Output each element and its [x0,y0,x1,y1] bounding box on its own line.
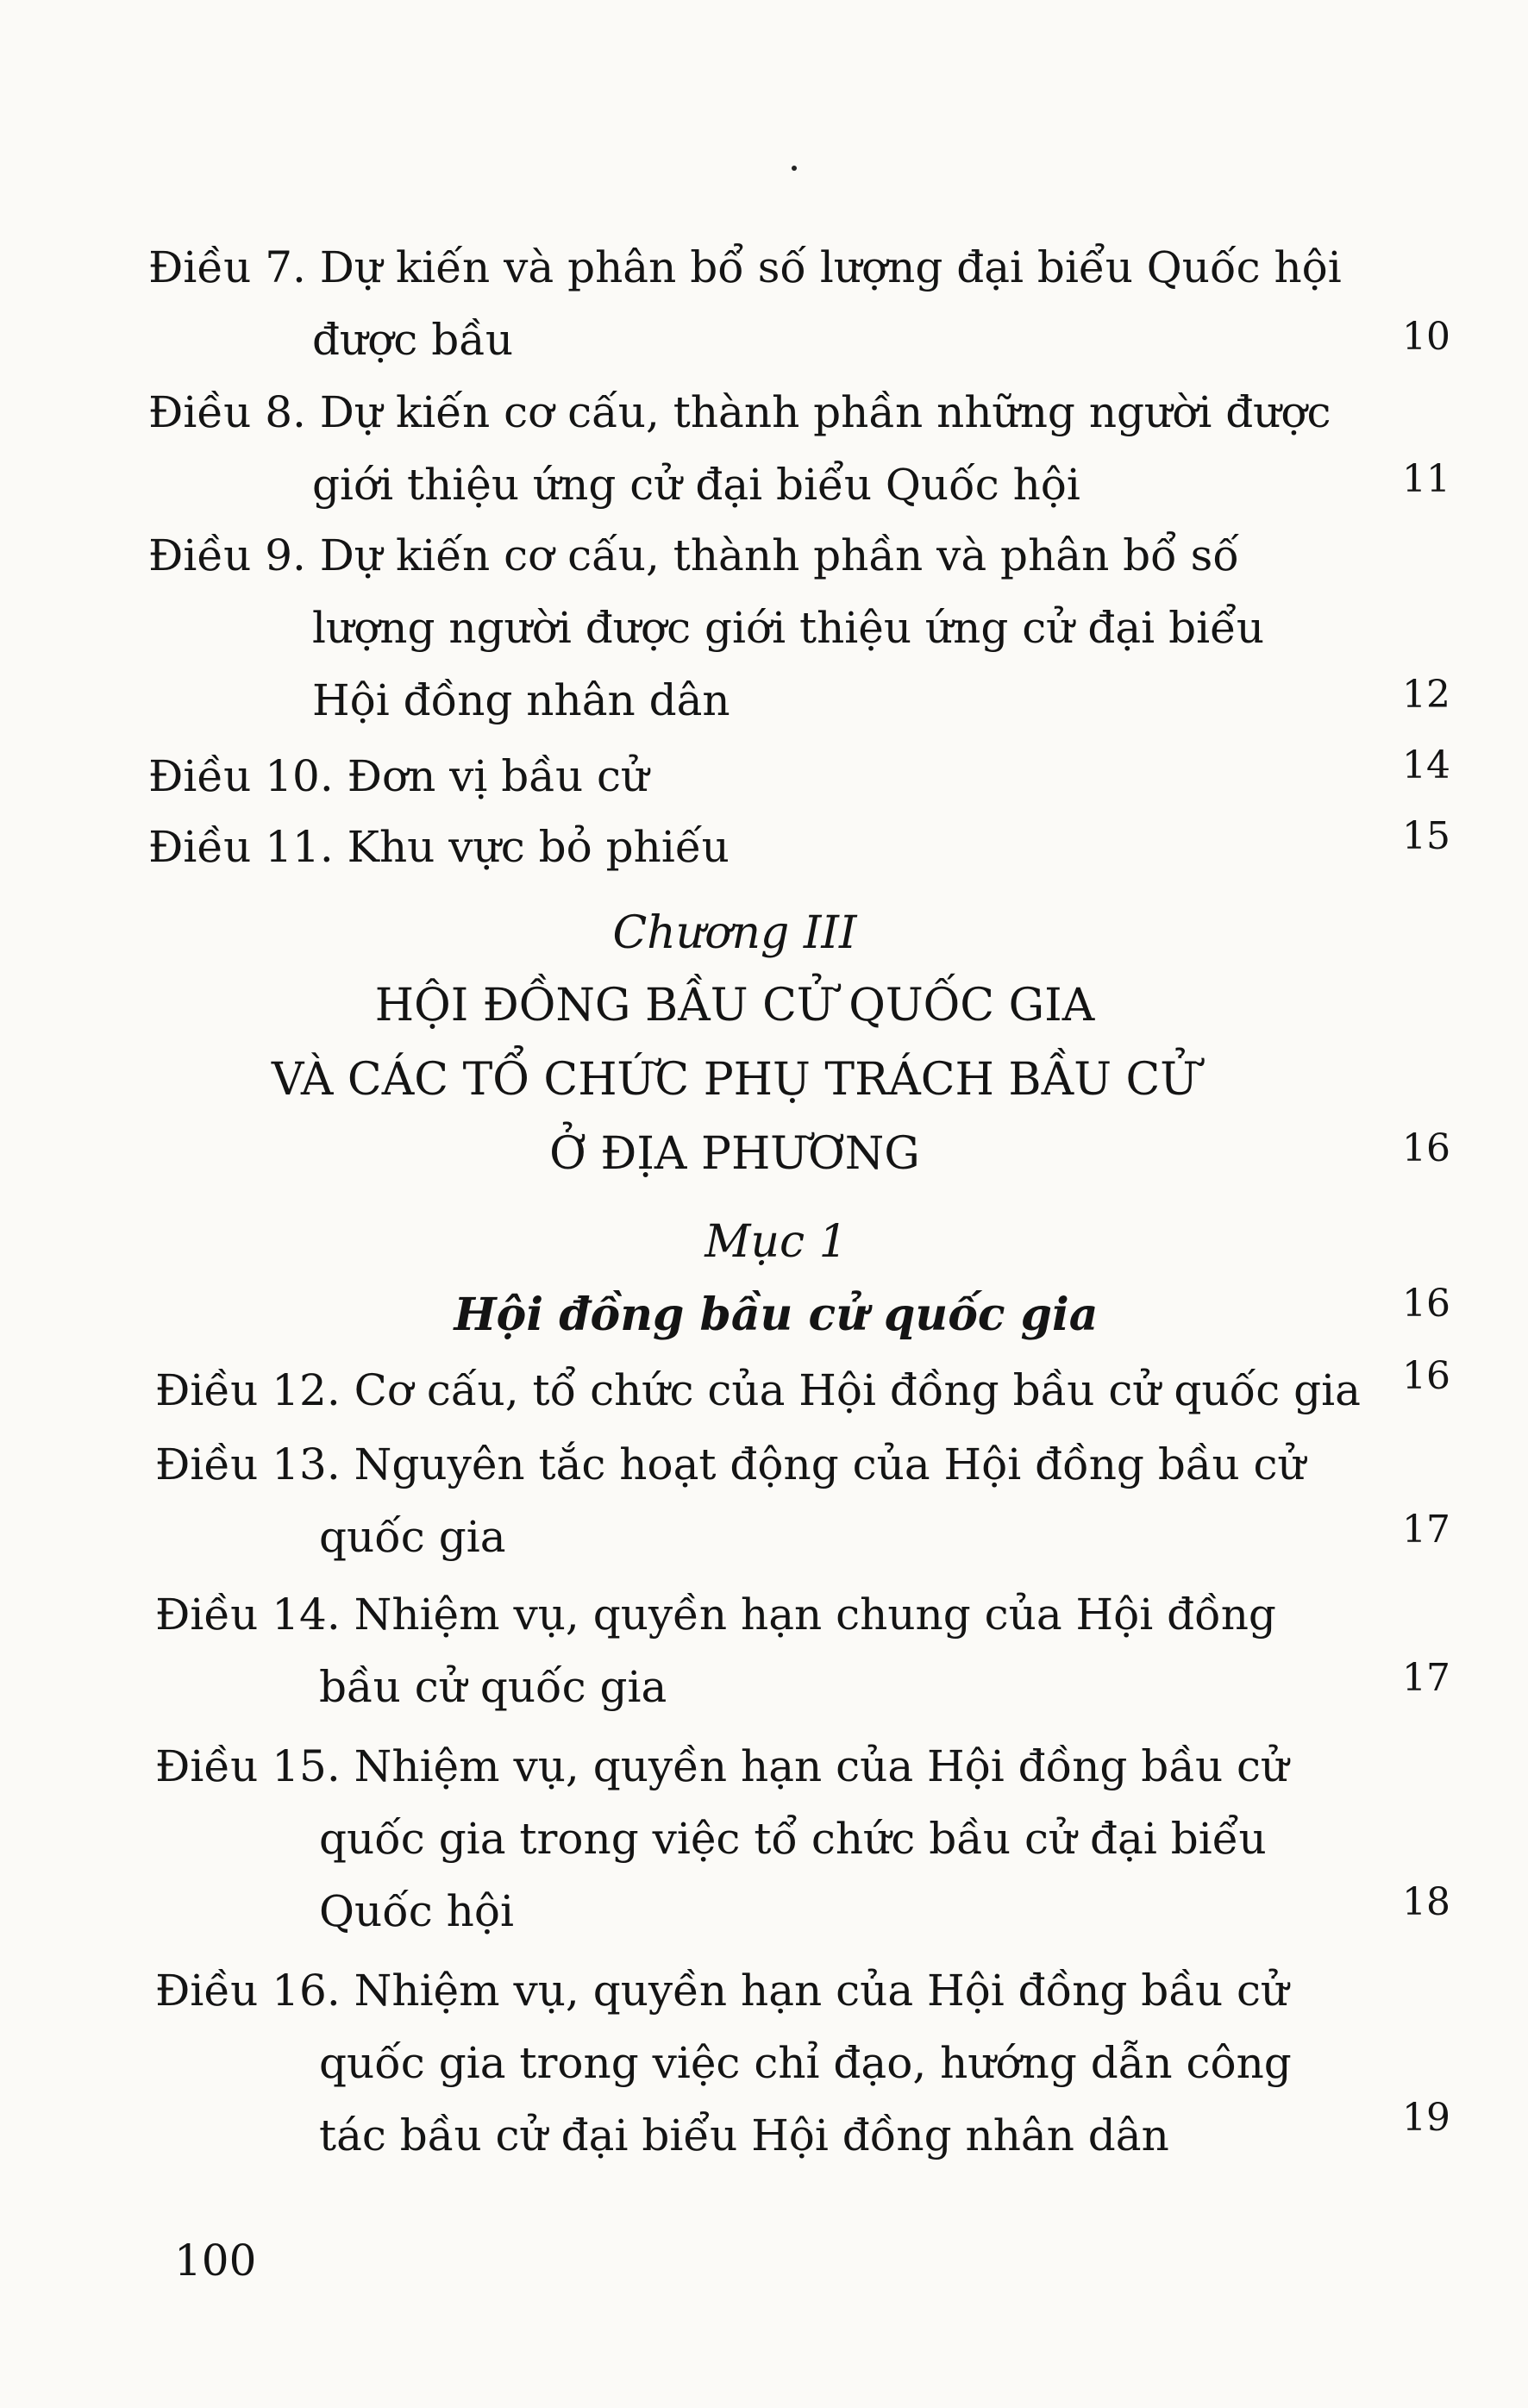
toc-entry-continuation: Hội đồng nhân dân [312,675,730,725]
toc-page-number: 10 [1402,315,1450,359]
toc-entry-continuation: quốc gia trong việc tổ chức bầu cử đại biểu [319,1814,1267,1864]
toc-entry-title: Điều 14. Nhiệm vụ, quyền hạn chung của Hội đồng [155,1590,1276,1640]
page-folio: 100 [174,2236,257,2286]
toc-entry-continuation: tác bầu cử đại biểu Hội đồng nhân dân [319,2110,1169,2160]
toc-page-number: 16 [1402,1354,1450,1398]
toc-entry-continuation: được bầu [312,315,514,365]
toc-page-number: 14 [1402,743,1450,787]
toc-entry-continuation: giới thiệu ứng cử đại biểu Quốc hội [312,460,1080,510]
toc-entry-dieu-7 [148,231,1442,376]
toc-entry-title: Điều 9. Dự kiến cơ cấu, thành phần và phân bổ số [148,530,1239,580]
toc-entry-title: Điều 15. Nhiệm vụ, quyền hạn của Hội đồng bầu cử [155,1741,1289,1791]
toc-entry-title: Điều 12. Cơ cấu, tổ chức của Hội đồng bầu cử quốc gia [155,1365,1361,1415]
toc-entry-continuation: bầu cử quốc gia [319,1662,667,1712]
toc-page-number: 15 [1402,814,1450,858]
chapter-label: Chương III [612,907,857,959]
toc-entry-continuation: Quốc hội [319,1886,514,1936]
toc-entry-continuation: quốc gia [319,1512,506,1562]
toc-entry-title: Điều 16. Nhiệm vụ, quyền hạn của Hội đồng bầu cử [155,1966,1289,2016]
section-label: Mục 1 [705,1216,848,1268]
toc-entry-dieu-15 [155,1730,1449,1947]
toc-entry-dieu-10 [148,740,1442,812]
toc-page-number: 17 [1402,1508,1450,1552]
toc-entry-dieu-16 [155,1954,1449,2172]
toc-page-number: 18 [1402,1880,1450,1924]
toc-page-number: 17 [1402,1656,1450,1700]
toc-page-number: 11 [1402,457,1450,501]
toc-page-number: 16 [1402,1126,1450,1170]
ink-dot [792,166,797,171]
toc-page-number: 12 [1402,673,1450,717]
toc-entry-title: Điều 13. Nguyên tắc hoạt động của Hội đồng bầu cử [155,1439,1306,1489]
toc-entry-title: Điều 11. Khu vực bỏ phiếu [148,822,730,872]
toc-entry-title: Điều 7. Dự kiến và phân bổ số lượng đại biểu Quốc hội [148,242,1342,292]
toc-entry-dieu-9 [148,519,1442,737]
toc-entry-dieu-11 [148,811,1442,883]
toc-entry-title: Điều 10. Đơn vị bầu cử [148,751,649,801]
toc-entry-dieu-12 [155,1354,1449,1427]
toc-page-number: 16 [1402,1282,1450,1326]
toc-entry-dieu-8 [148,376,1442,521]
toc-entry-continuation: lượng người được giới thiệu ứng cử đại biểu [312,603,1265,653]
section-title: Hội đồng bầu cử quốc gia [454,1289,1099,1341]
chapter-title-line: HỘI ĐỒNG BẦU CỬ QUỐC GIA [374,980,1095,1032]
toc-entry-continuation: quốc gia trong việc chỉ đạo, hướng dẫn công [319,2038,1292,2088]
chapter-title-line: VÀ CÁC TỔ CHỨC PHỤ TRÁCH BẦU CỬ [271,1054,1199,1106]
toc-entry-title: Điều 8. Dự kiến cơ cấu, thành phần những người được [148,387,1331,437]
chapter-title-line: Ở ĐỊA PHƯƠNG [549,1128,920,1180]
toc-page-number: 19 [1402,2096,1450,2140]
toc-entry-dieu-14 [155,1578,1449,1723]
toc-entry-dieu-13 [155,1428,1449,1573]
